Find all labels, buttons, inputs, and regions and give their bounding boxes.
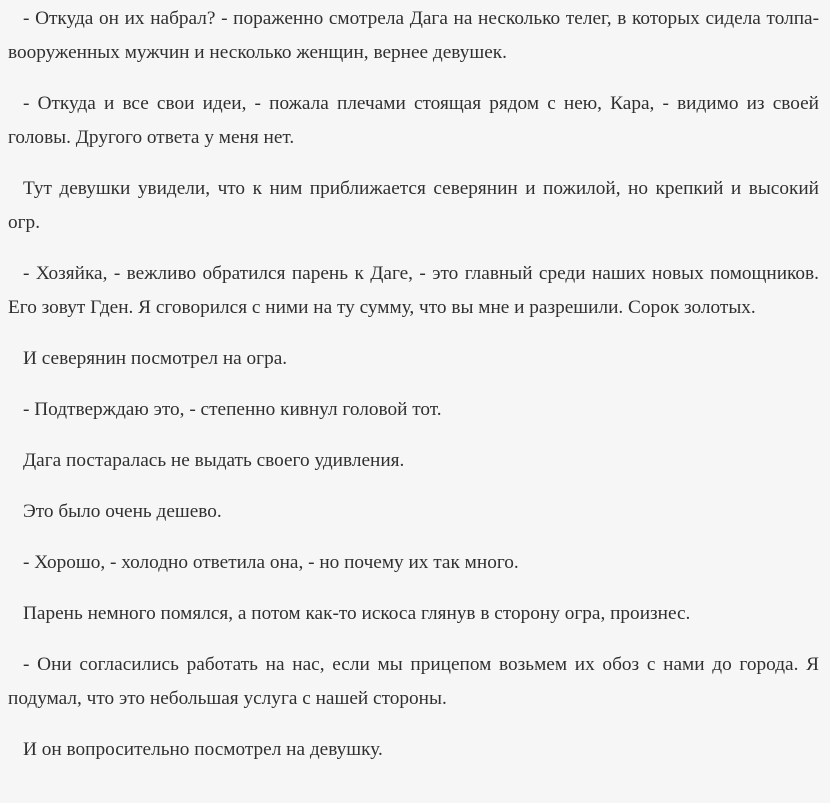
paragraph: И северянин посмотрел на огра. [23, 348, 288, 369]
paragraph: - Откуда он их набрал? - пораженно смотрела Дага на несколько телег, в которых сидела толпа-вооруженных мужчин и несколько женщин, вернее девушек. [8, 8, 819, 63]
paragraph: Это было очень дешево. [23, 501, 222, 522]
paragraph: - Хозяйка, - вежливо обратился парень к Даге, - это главный среди наших новых помощников. Его зовут Гден. Я сговорился с ними на ту сумму, что вы мне и разрешили. Сорок золотых. [8, 263, 819, 318]
paragraph: - Подтверждаю это, - степенно кивнул головой тот. [23, 399, 442, 420]
paragraph: - Откуда и все свои идеи, - пожала плечами стоящая рядом с нею, Кара, - видимо из своей головы. Другого ответа у меня нет. [8, 93, 819, 148]
paragraph: Дага постаралась не выдать своего удивления. [23, 450, 405, 471]
paragraph: И он вопросительно посмотрел на девушку. [23, 739, 383, 760]
paragraph: - Они согласились работать на нас, если мы прицепом возьмем их обоз с нами до города. Я подумал, что это небольшая услуга с нашей стороны. [8, 654, 819, 709]
paragraph: Тут девушки увидели, что к ним приближается северянин и пожилой, но крепкий и высокий огр. [8, 178, 819, 233]
paragraph: Парень немного помялся, а потом как-то искоса глянув в сторону огра, произнес. [23, 603, 691, 624]
reading-page [0, 2, 830, 803]
paragraph: - Хорошо, - холодно ответила она, - но почему их так много. [23, 552, 519, 573]
